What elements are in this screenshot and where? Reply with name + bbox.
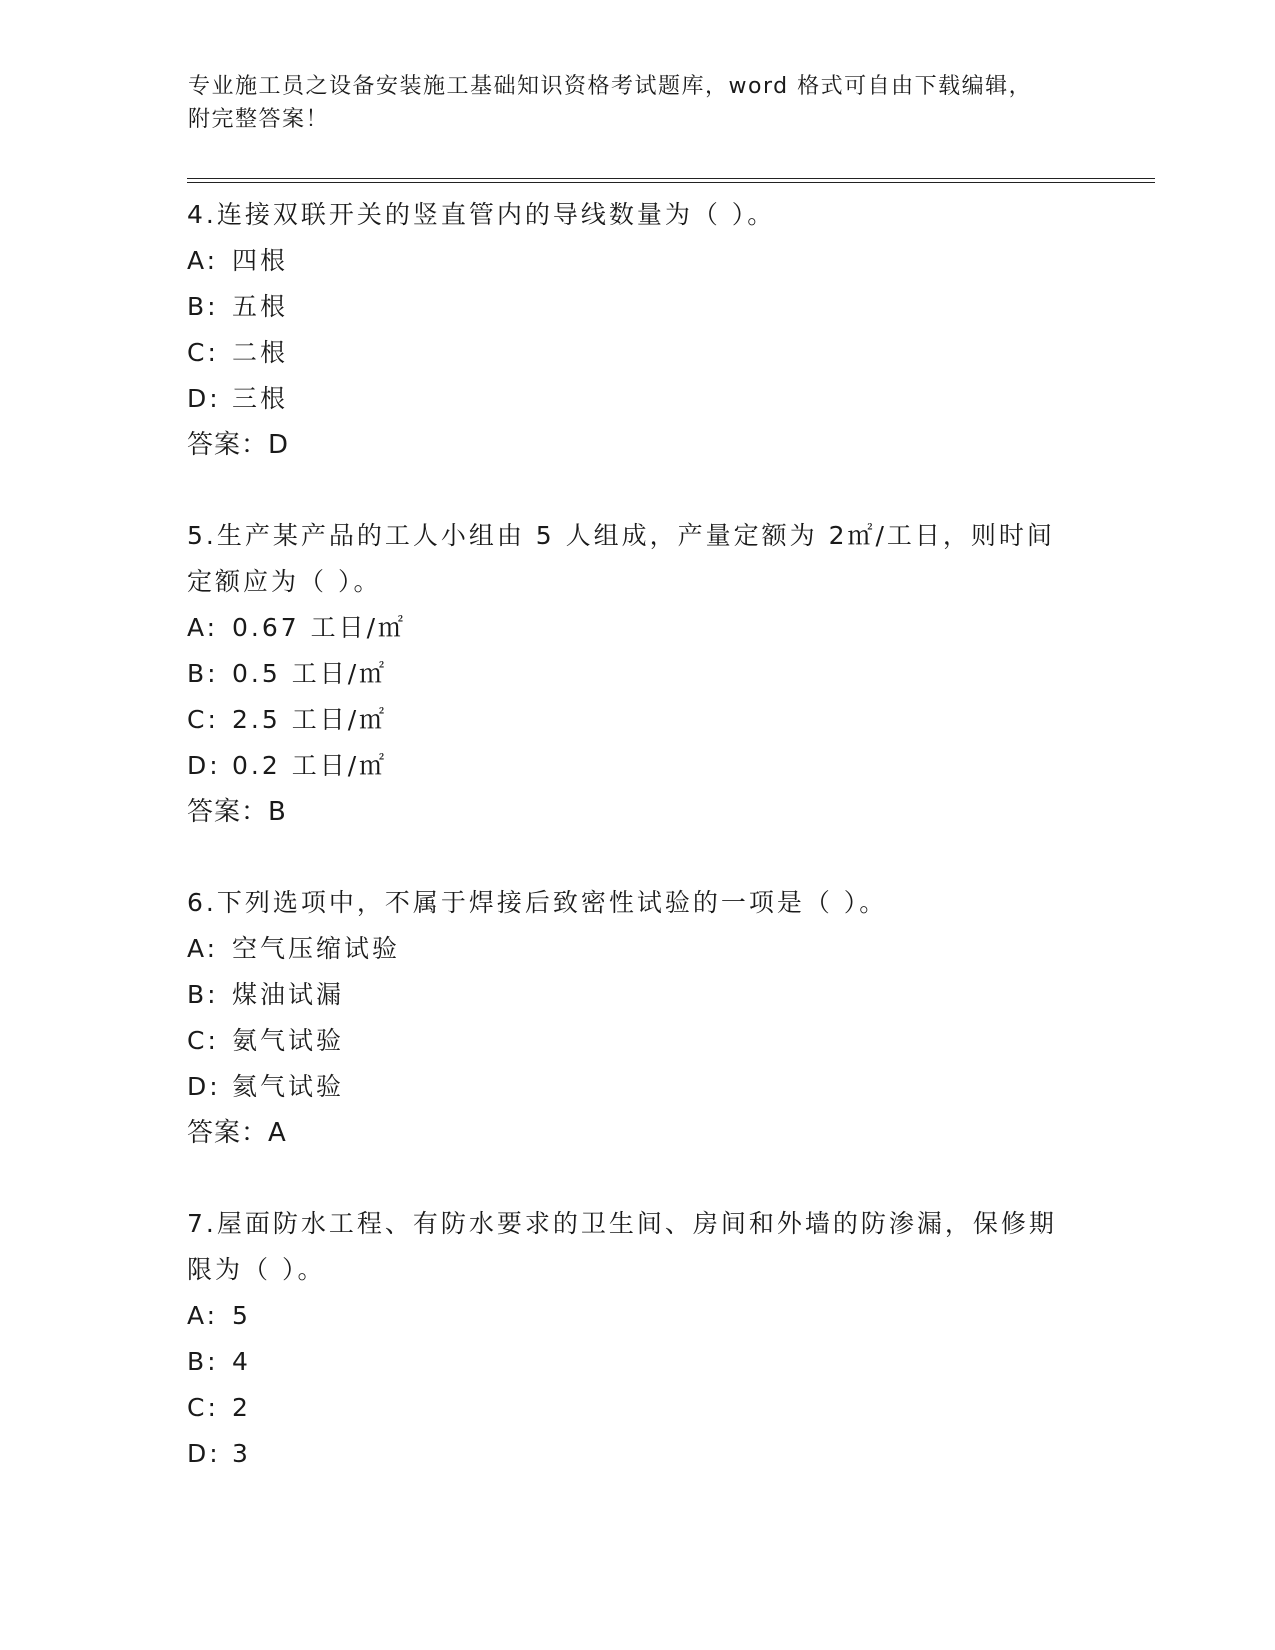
option-c: [187, 1018, 1087, 1064]
question-stem: 7.屋面防水工程、有防水要求的卫生间、房间和外墙的防渗漏，保修期限为（ ）。: [187, 1209, 1057, 1284]
option-text: 2.5 工日/㎡: [232, 705, 388, 734]
option-text: 0.2 工日/㎡: [232, 751, 388, 780]
option-key: A:: [187, 613, 219, 642]
option-key: B:: [187, 1347, 219, 1376]
option-text: 5: [232, 1301, 251, 1330]
option-key: C:: [187, 1393, 219, 1422]
option-text: 氨气试验: [232, 1026, 345, 1055]
option-text: 五根: [232, 292, 289, 321]
option-key: A:: [187, 934, 219, 963]
option-a: [187, 926, 1087, 972]
question-stem: 5.生产某产品的工人小组由 5 人组成，产量定额为 2㎡/工日，则时间定额应为（ ）。: [187, 521, 1055, 596]
option-b: [187, 1339, 1087, 1385]
option-a: [187, 605, 1087, 651]
option-text: 三根: [232, 384, 289, 413]
option-a: [187, 1293, 1087, 1339]
option-a: [187, 238, 1087, 284]
answer-line: 答案：A: [187, 1118, 287, 1148]
question-6: [187, 880, 1087, 1156]
option-c: [187, 330, 1087, 376]
option-key: D:: [187, 1072, 221, 1101]
option-text: 0.67 工日/㎡: [232, 613, 407, 642]
option-text: 四根: [232, 246, 289, 275]
option-text: 3: [232, 1439, 251, 1468]
header-divider: [187, 178, 1155, 183]
answer-line: 答案：D: [187, 430, 290, 460]
option-key: D:: [187, 751, 221, 780]
header-line-1: 专业施工员之设备安装施工基础知识资格考试题库，word 格式可自由下载编辑，: [188, 74, 1033, 99]
question-list: [187, 192, 1087, 1522]
option-key: C:: [187, 338, 219, 367]
question-stem: 6.下列选项中，不属于焊接后致密性试验的一项是（ ）。: [187, 888, 888, 917]
option-text: 氦气试验: [232, 1072, 345, 1101]
option-text: 煤油试漏: [232, 980, 345, 1009]
answer-line: 答案：B: [187, 797, 287, 827]
question-5: [187, 513, 1087, 835]
question-4: [187, 192, 1087, 468]
question-stem: 4.连接双联开关的竖直管内的导线数量为（ ）。: [187, 200, 776, 229]
option-c: [187, 697, 1087, 743]
document-header: [188, 70, 1088, 136]
option-text: 4: [232, 1347, 251, 1376]
option-b: [187, 972, 1087, 1018]
option-key: B:: [187, 659, 219, 688]
option-d: [187, 743, 1087, 789]
option-b: [187, 284, 1087, 330]
header-line-2: 附完整答案！: [188, 107, 330, 132]
option-text: 空气压缩试验: [232, 934, 401, 963]
option-d: [187, 1064, 1087, 1110]
option-key: C:: [187, 1026, 219, 1055]
option-d: [187, 376, 1087, 422]
option-c: [187, 1385, 1087, 1431]
option-text: 二根: [232, 338, 289, 367]
question-7: [187, 1201, 1087, 1477]
option-key: D:: [187, 384, 221, 413]
option-text: 0.5 工日/㎡: [232, 659, 388, 688]
option-text: 2: [232, 1393, 251, 1422]
option-key: B:: [187, 292, 219, 321]
option-key: A:: [187, 246, 219, 275]
option-key: B:: [187, 980, 219, 1009]
option-key: C:: [187, 705, 219, 734]
option-b: [187, 651, 1087, 697]
option-d: [187, 1431, 1087, 1477]
option-key: D:: [187, 1439, 221, 1468]
option-key: A:: [187, 1301, 219, 1330]
